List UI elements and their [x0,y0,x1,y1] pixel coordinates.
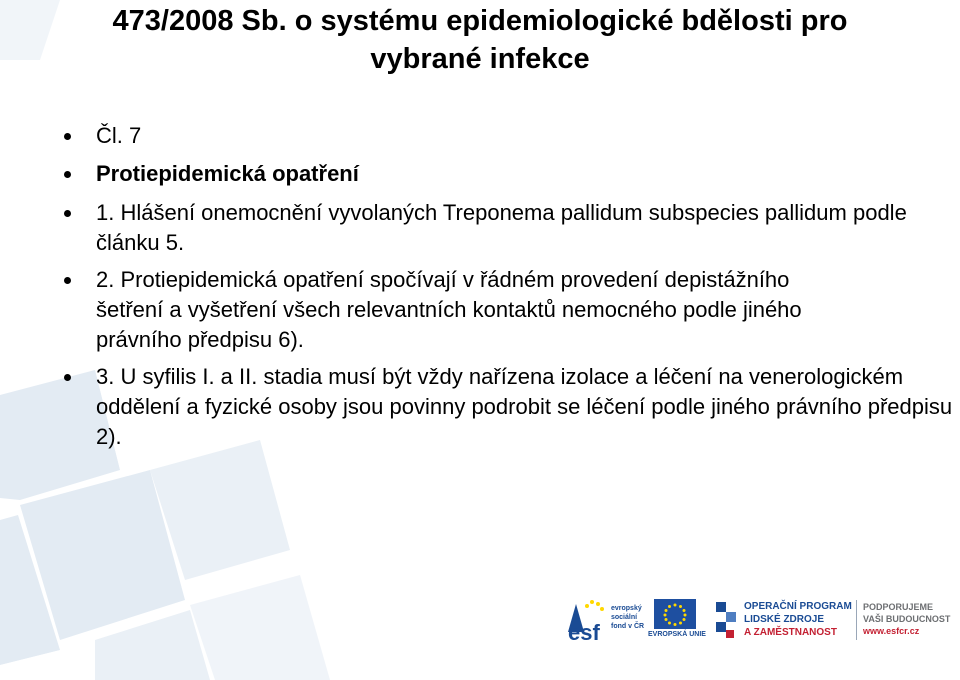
footer-divider [856,600,857,640]
op-text-line: LIDSKÉ ZDROJE [744,614,825,625]
support-text-line: PODPORUJEME [863,602,934,612]
slide-title-line-2: vybrané infekce [370,43,590,75]
esf-text-line: fond v ČR [611,623,645,630]
support-text-line: VAŠI BUDOUCNOST [863,614,951,624]
bullet-text: Protiepidemická opatření [96,161,359,186]
bullet-dot-icon [64,171,71,178]
bullet-item-heading [64,159,944,189]
esf-text-line: sociální [611,614,638,621]
bullet-item-2 [64,265,856,355]
bullet-item-1 [64,198,946,258]
svg-text:esf: esf [568,620,600,644]
bullet-text: 2. Protiepidemická opatření spočívají v řádném provedení depistážního šetření a vyšetření všech relevantních kontaktů nemocného podle jiného právního předpisu 6). [96,267,802,352]
bullet-text: 3. U syfilis I. a II. stadia musí být vždy nařízena izolace a léčení na venerologickém oddělení a fyzické osoby jsou povinny podrobit se léčení podle jiného právního předpisu 2). [96,364,953,449]
slide-title-line-1: 473/2008 Sb. o systému epidemiologické bdělosti pro [112,5,848,37]
esf-text-line: evropský [611,605,642,612]
bullet-dot-icon [64,210,71,217]
bullet-item-3 [64,362,956,452]
slide-title [30,2,930,78]
op-text-line: OPERAČNÍ PROGRAM [744,601,852,612]
bullet-text: Čl. 7 [96,123,142,148]
bullet-dot-icon [64,133,71,140]
esf-text [611,604,644,631]
op-logo-icon [712,600,740,640]
op-text [744,600,852,639]
bullet-item-article [64,121,944,151]
eu-flag-icon [654,599,696,629]
bullet-text: 1. Hlášení onemocnění vyvolaných Treponema pallidum subspecies pallidum podle článku 5. [96,200,907,255]
support-text [863,601,950,637]
op-text-line: A ZAMĚSTNANOST [744,627,837,638]
bullet-dot-icon [64,374,71,381]
bullet-list [64,121,953,452]
bullet-dot-icon [64,277,71,284]
footer-logos [566,594,960,646]
eu-caption: EVROPSKÁ UNIE [648,631,706,638]
support-url: www.esfcr.cz [863,626,920,636]
